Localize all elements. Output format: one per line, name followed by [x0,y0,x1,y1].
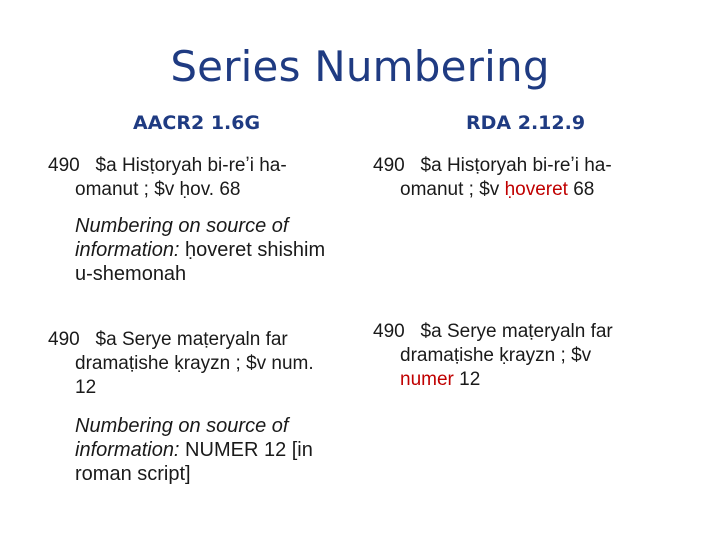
highlighted-term: numer [400,369,454,390]
rda-column-heading: RDA 2.12.9 [466,112,586,134]
aacr2-record-1-text1: $a Hisṭoryah bi-reʼi ha- [95,155,287,176]
rda-record-2-line3-suffix: 12 [453,369,481,390]
note-value-line3: u-shemonah [75,263,187,285]
rda-record-2-text1: $a Serye maṭeryaln far [420,321,613,342]
rda-record-1-line2-suffix: 68 [567,179,595,200]
aacr2-record-2-text1: $a Serye maṭeryaln far [95,329,288,350]
highlighted-term: ḥoveret [504,179,568,200]
marc-tag: 490 [48,155,80,176]
aacr2-record-1 [48,154,368,202]
rda-record-1-text1: $a Hisṭoryah bi-reʼi ha- [420,155,612,176]
rda-record-1-line2-prefix: omanut ; $v [400,179,505,200]
marc-tag: 490 [373,155,405,176]
aacr2-record-1-line1 [48,154,368,178]
note-label-line1: Numbering on source of [75,215,289,237]
note-value-line2: NUMER 12 [in [179,439,313,461]
slide-title: Series Numbering [170,42,550,91]
rda-record-1 [373,154,703,202]
marc-tag: 490 [373,321,405,342]
aacr2-note-2 [75,414,365,486]
rda-record-2 [373,320,703,392]
rda-record-2-line3 [373,368,703,392]
note-label-line2: information: [75,239,180,261]
note-label-line2: information: [75,439,180,461]
aacr2-record-1-line2: omanut ; $v ḥov. 68 [75,179,241,200]
note-value-line3: roman script] [75,463,191,485]
aacr2-column-heading: AACR2 1.6G [133,112,261,134]
rda-record-2-line1 [373,320,703,344]
aacr2-record-2 [48,328,368,400]
aacr2-record-2-line1 [48,328,368,352]
aacr2-record-2-line2: dramaṭishe ḳrayzn ; $v num. [75,353,314,374]
aacr2-record-2-line3: 12 [75,377,97,398]
marc-tag: 490 [48,329,80,350]
aacr2-note-1 [75,214,365,286]
note-label-line1: Numbering on source of [75,415,289,437]
rda-record-2-line2: dramaṭishe ḳrayzn ; $v [400,345,592,366]
rda-record-1-line2 [373,178,703,202]
note-value-line2: ḥoveret shishim [179,239,326,261]
rda-record-1-line1 [373,154,703,178]
